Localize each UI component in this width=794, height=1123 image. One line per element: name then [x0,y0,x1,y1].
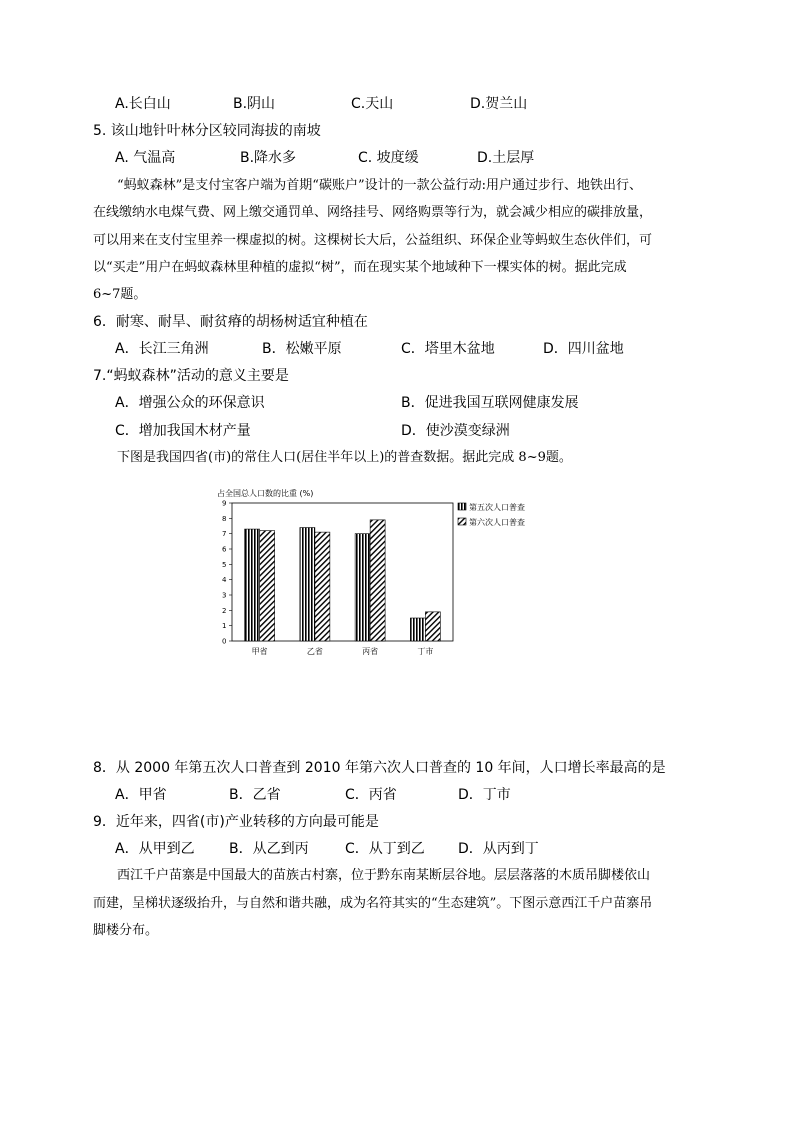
q7-stem: 7.“蚂蚁森林”活动的意义主要是 [93,368,289,384]
q5-option-c: C. 坡度缓 [358,150,419,166]
y-tick-label: 4 [222,576,227,585]
q7-option-b: B．促进我国互联网健康发展 [401,395,579,411]
passage2-text: 下图是我国四省(市)的常住人口(居住半年以上)的普查数据。据此完成 8~9题。 [117,450,572,465]
bar-fifth-census-1 [245,529,260,641]
q5-option-b: B.降水多 [240,150,297,166]
q6-option-a: A．长江三角洲 [115,341,209,357]
q5-stem: 5. 该山地针叶林分区较同海拔的南坡 [93,123,321,139]
y-tick-label: 2 [222,606,227,615]
q9-option-d: D．从丙到丁 [458,841,539,857]
q4-option-b: B.阴山 [233,96,276,112]
q5-option-d: D.土层厚 [477,150,535,166]
x-tick-label: 丙省 [362,647,379,656]
bar-fifth-census-2 [300,528,315,641]
y-tick-label: 8 [222,514,227,523]
q9-option-b: B．从乙到丙 [229,841,309,857]
y-tick-label: 9 [222,499,227,508]
legend-label-fifth-census: 第五次人口普查 [469,503,525,512]
q9-stem: 9．近年来，四省(市)产业转移的方向最可能是 [93,814,379,830]
x-tick-label: 乙省 [306,647,323,656]
q8-stem: 8．从 2000 年第五次人口普查到 2010 年第六次人口普查的 10 年间，人口增长率最高的是 [93,760,666,776]
q9-option-c: C．从丁到乙 [345,841,425,857]
q7-option-c: C．增加我国木材产量 [115,423,251,439]
q8-option-c: C．丙省 [345,787,397,803]
legend-swatch-fifth-census [458,503,466,510]
legend-swatch-sixth-census [458,518,466,525]
y-tick-label: 7 [222,530,227,539]
bar-sixth-census-4 [425,612,440,641]
passage3-line-3: 脚楼分布。 [93,923,159,938]
q6-stem: 6．耐寒、耐旱、耐贫瘠的胡杨树适宜种植在 [93,314,368,330]
x-tick-label: 丁市 [417,647,434,656]
y-tick-label: 3 [222,591,227,600]
bar-fifth-census-4 [410,618,425,641]
q4-option-a: A.长白山 [115,96,171,112]
q7-option-d: D．使沙漠变绿洲 [401,423,510,439]
q9-option-a: A．从甲到乙 [115,841,195,857]
passage3-line-1: 西江千户苗寨是中国最大的苗族古村寨，位于黔东南某断层谷地。层层落落的木质吊脚楼依山 [117,868,651,883]
passage1-line-3: 可以用来在支付宝里养一棵虚拟的树。这棵树长大后，公益组织、环保企业等蚂蚁生态伙伴们，可 [93,233,653,248]
passage1-line-5: 6~7题。 [93,287,147,302]
bar-sixth-census-3 [370,520,385,641]
bar-fifth-census-3 [355,534,370,641]
q4-option-d: D.贺兰山 [470,96,528,112]
legend-label-sixth-census: 第六次人口普查 [469,518,525,527]
q8-option-b: B．乙省 [229,787,281,803]
passage1-line-2: 在线缴纳水电煤气费、网上缴交通罚单、网络挂号、网络购票等行为，就会减少相应的碳排放量， [93,205,653,220]
q4-option-c: C.天山 [351,96,394,112]
chart-title: 占全国总人口数的比重 (%) [217,489,314,498]
q8-option-a: A．甲省 [115,787,167,803]
x-tick-label: 甲省 [251,647,268,656]
q5-option-a: A. 气温高 [115,150,176,166]
passage3-line-2: 而建，呈梯状逐级抬升，与自然和谐共融，成为名符其实的“生态建筑”。下图示意西江千户苗寨吊 [93,896,653,911]
q8-option-d: D．丁市 [458,787,511,803]
y-tick-label: 0 [222,637,227,646]
bar-sixth-census-2 [315,532,330,641]
q6-option-d: D．四川盆地 [543,341,624,357]
y-tick-label: 1 [222,622,227,631]
y-tick-label: 5 [222,560,227,569]
bar-sixth-census-1 [260,531,275,641]
q6-option-c: C．塔里木盆地 [401,341,495,357]
passage1-line-4: 以“买走”用户在蚂蚁森林里种植的虚拟“树”，而在现实某个地域种下一棵实体的树。据此完成 [93,260,627,275]
passage1-line-1: “蚂蚁森林”是支付宝客户端为首期“碳账户”设计的一款公益行动:用户通过步行、地铁出行、 [117,178,642,193]
q7-option-a: A．增强公众的环保意识 [115,395,265,411]
population-bar-chart [200,482,550,662]
y-tick-label: 6 [222,545,227,554]
q6-option-b: B．松嫩平原 [262,341,342,357]
